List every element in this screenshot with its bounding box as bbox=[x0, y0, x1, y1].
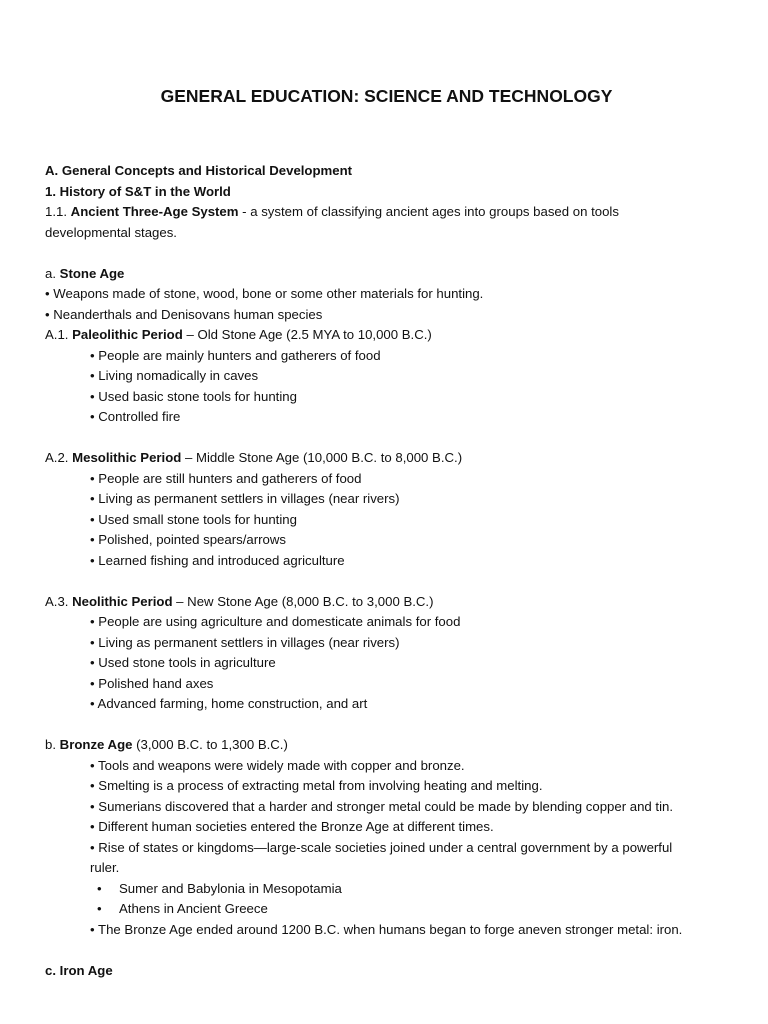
spacer bbox=[45, 940, 728, 961]
subsection-heading: 1. History of S&T in the World bbox=[45, 183, 231, 199]
list-item-continuation: ruler. bbox=[90, 860, 120, 875]
bullet-marker: • bbox=[97, 880, 102, 896]
neolithic-desc: – New Stone Age (8,000 B.C. to 3,000 B.C.) bbox=[172, 593, 434, 609]
list-item: • People are mainly hunters and gatherers of food bbox=[90, 347, 381, 363]
list-item: • Neanderthals and Denisovans human species bbox=[45, 306, 323, 322]
definition-line-2: developmental stages. bbox=[45, 224, 177, 240]
list-item: • Rise of states or kingdoms—large-scale societies joined under a central government by a powerful bbox=[90, 839, 673, 855]
definition-number: 1.1. bbox=[45, 204, 71, 219]
page-title: GENERAL EDUCATION: SCIENCE AND TECHNOLOGY bbox=[160, 86, 613, 106]
spacer bbox=[45, 715, 728, 736]
mesolithic-heading bbox=[45, 448, 728, 469]
definition-term: Ancient Three-Age System bbox=[70, 204, 239, 219]
bronze-age-title: Bronze Age bbox=[59, 737, 133, 752]
paleolithic-title: Paleolithic Period bbox=[72, 327, 183, 342]
spacer bbox=[45, 428, 728, 449]
list-item: • Used small stone tools for hunting bbox=[90, 511, 297, 527]
list-item: • Used basic stone tools for hunting bbox=[90, 388, 297, 404]
paleolithic-desc: – Old Stone Age (2.5 MYA to 10,000 B.C.) bbox=[182, 327, 432, 342]
list-item: • Different human societies entered the Bronze Age at different times. bbox=[90, 819, 494, 834]
list-item: • Smelting is a process of extracting metal from involving heating and melting. bbox=[90, 778, 543, 793]
neolithic-title: Neolithic Period bbox=[72, 593, 173, 609]
list-item: • Used stone tools in agriculture bbox=[90, 655, 276, 670]
bullet-marker: • bbox=[97, 901, 102, 916]
paleolithic-prefix: A.1. bbox=[45, 327, 73, 342]
list-item: • Living as permanent settlers in villages (near rivers) bbox=[90, 491, 400, 506]
list-item: • Learned fishing and introduced agriculture bbox=[90, 552, 345, 568]
list-item: • The Bronze Age ended around 1200 B.C. when humans began to forge aneven stronger metal: iron. bbox=[90, 921, 683, 937]
list-item: • Sumerians discovered that a harder and stronger metal could be made by blending copper and tin. bbox=[90, 798, 674, 814]
iron-age-heading: c. Iron Age bbox=[45, 962, 113, 978]
definition-line-1 bbox=[45, 202, 728, 223]
bronze-age-prefix: b. bbox=[45, 737, 60, 752]
neolithic-heading bbox=[45, 592, 728, 613]
sub-list-item-text: Athens in Ancient Greece bbox=[119, 901, 268, 916]
list-item: • People are still hunters and gatherers of food bbox=[90, 470, 362, 486]
list-item: • Advanced farming, home construction, and art bbox=[90, 696, 368, 711]
sub-list-item bbox=[45, 879, 728, 900]
list-item: • Weapons made of stone, wood, bone or some other materials for hunting. bbox=[45, 286, 484, 301]
list-item: • People are using agriculture and domesticate animals for food bbox=[90, 614, 461, 629]
bronze-age-desc: (3,000 B.C. to 1,300 B.C.) bbox=[132, 737, 288, 752]
list-item: • Tools and weapons were widely made with copper and bronze. bbox=[90, 757, 465, 773]
list-item: • Polished, pointed spears/arrows bbox=[90, 532, 286, 547]
stone-age-title: Stone Age bbox=[59, 265, 125, 281]
spacer bbox=[45, 243, 728, 264]
section-heading: A. General Concepts and Historical Development bbox=[45, 163, 353, 178]
sub-list-item bbox=[45, 899, 728, 920]
bronze-age-heading bbox=[45, 735, 728, 756]
spacer bbox=[45, 571, 728, 592]
stone-age-heading bbox=[45, 264, 728, 285]
stone-age-prefix: a. bbox=[45, 265, 60, 281]
definition-text: - a system of classifying ancient ages into groups based on tools bbox=[238, 204, 619, 219]
mesolithic-prefix: A.2. bbox=[45, 450, 73, 465]
mesolithic-desc: – Middle Stone Age (10,000 B.C. to 8,000 B.C.) bbox=[181, 450, 463, 465]
paleolithic-heading bbox=[45, 325, 728, 346]
list-item: • Living nomadically in caves bbox=[90, 368, 259, 383]
mesolithic-title: Mesolithic Period bbox=[72, 450, 182, 465]
list-item: • Controlled fire bbox=[90, 409, 181, 424]
list-item: • Living as permanent settlers in villages (near rivers) bbox=[90, 634, 400, 650]
sub-list-item-text: Sumer and Babylonia in Mesopotamia bbox=[119, 880, 342, 896]
neolithic-prefix: A.3. bbox=[45, 593, 73, 609]
list-item: • Polished hand axes bbox=[90, 675, 214, 691]
